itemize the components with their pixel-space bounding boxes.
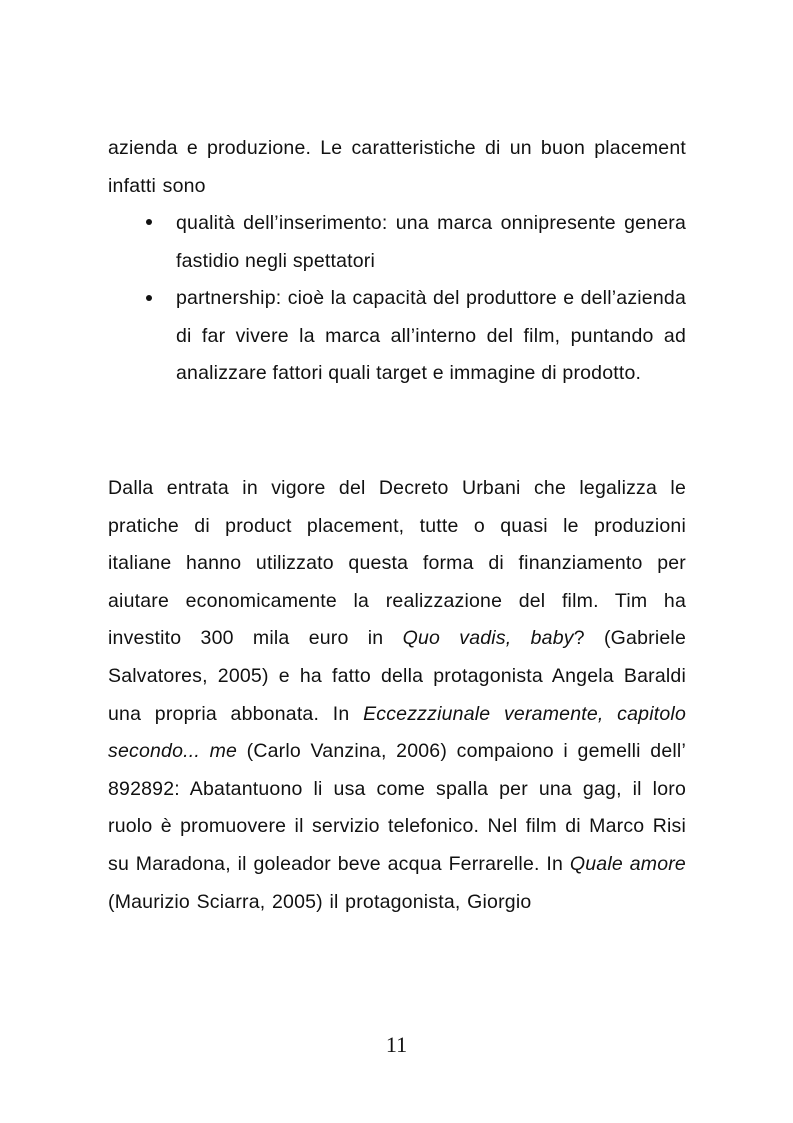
page-number: 11 — [385, 1032, 408, 1057]
paragraph-text: Dalla entrata in vigore del Decreto Urbani che legalizza le pratiche di product placement, tutte o quasi le produzioni italiane hanno utilizzato questa forma di finanziamento per aiutare economicamente la realizzazione del film. Tim ha investito 300 mila euro in — [108, 477, 686, 650]
list-item — [108, 205, 686, 280]
bullet-list — [108, 205, 686, 393]
film-title-quale-amore: Quale amore — [569, 852, 686, 875]
bullet-icon — [144, 205, 154, 243]
film-title-eccezzziunale: Eccezzziunale veramente, capitolo secondo... me — [108, 702, 686, 763]
bullet-icon — [144, 280, 154, 318]
paragraph-text: (Carlo Vanzina, 2006) compaiono i gemelli dell’ 892892: Abatantuono li usa come spalla per una gag, il loro ruolo è promuovere il servizio telefonico. Nel film di Marco Risi su Maradona, il goleador beve acqua Ferrarelle. In — [108, 740, 686, 875]
bullet-text-partnership: partnership: cioè la capacità del produttore e dell’azienda di far vivere la marca all’interno del film, puntando ad analizzare fattori quali target e immagine di prodotto. — [176, 287, 686, 385]
paragraph-text: (Maurizio Sciarra, 2005) il protagonista, Giorgio — [108, 890, 532, 913]
paragraph-text: ? (Gabriele Salvatores, 2005) e ha fatto della protagonista Angela Baraldi una propria abbonata. In — [108, 627, 686, 725]
bullet-text-quality: qualità dell’inserimento: una marca onnipresente genera fastidio negli spettatori — [176, 212, 686, 272]
film-title-quo-vadis-baby: Quo vadis, baby — [402, 627, 574, 650]
list-item — [108, 280, 686, 393]
body-paragraph — [108, 470, 686, 921]
intro-paragraph: azienda e produzione. Le caratteristiche di un buon placement infatti sono — [108, 137, 686, 197]
